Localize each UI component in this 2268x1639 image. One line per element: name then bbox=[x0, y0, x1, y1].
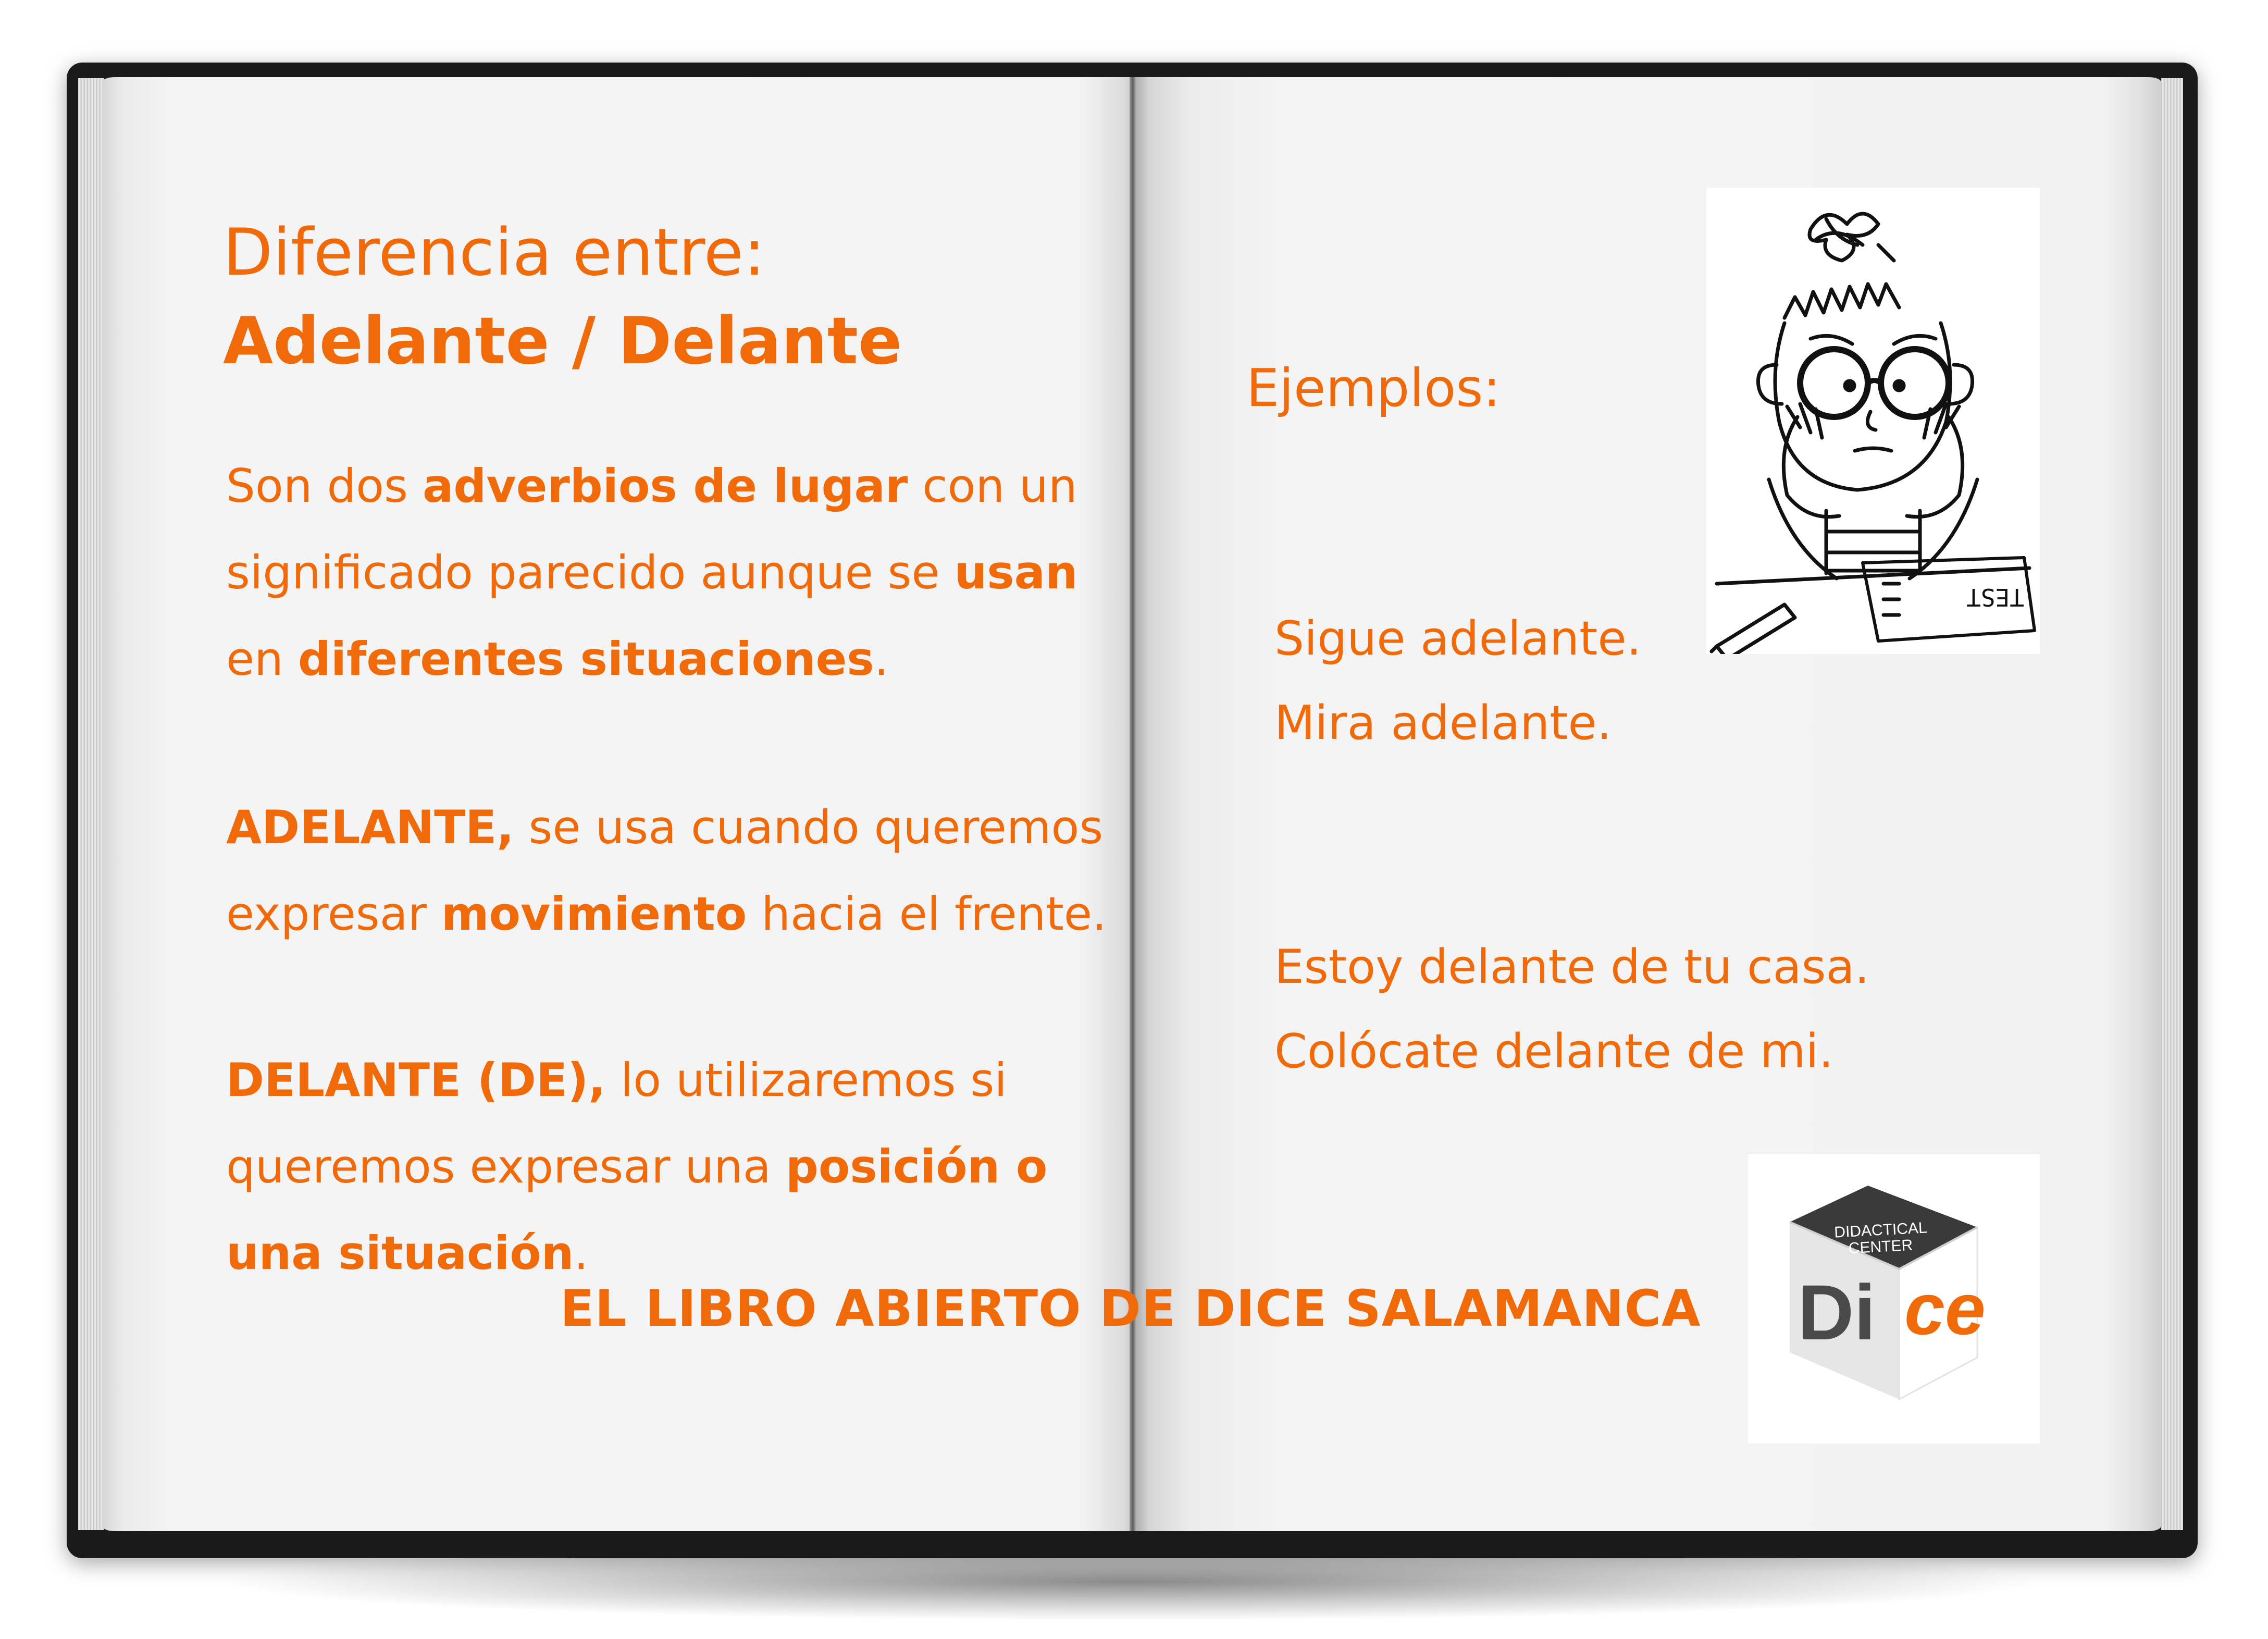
paragraph-adelante bbox=[226, 784, 1133, 957]
test-label: TEST bbox=[1966, 583, 2024, 611]
example-line: Estoy delante de tu casa. bbox=[1274, 940, 1870, 994]
p1-text-2: con un significado parecido aunque se bbox=[226, 459, 1077, 599]
page-edges-right bbox=[2161, 78, 2183, 1530]
example-line: Mira adelante. bbox=[1274, 696, 1612, 750]
p2-bold-2: movimiento bbox=[441, 887, 747, 941]
logo-top-text-1: DIDACTICAL bbox=[1833, 1219, 1928, 1241]
title-line-1: Diferencia entre: bbox=[223, 215, 765, 290]
p1-text-3: en bbox=[226, 632, 298, 686]
examples-heading: Ejemplos: bbox=[1246, 358, 1501, 418]
p3-bold-1: DELANTE (DE), bbox=[226, 1053, 606, 1107]
p2-text-1: se usa cuando queremos expresar bbox=[226, 800, 1104, 941]
dice-logo-icon bbox=[1748, 1154, 2040, 1444]
p3-text-1: lo utilizaremos si queremos expresar una bbox=[226, 1053, 1007, 1193]
p1-text-4: . bbox=[874, 632, 889, 686]
p3-text-2: . bbox=[574, 1226, 589, 1280]
cartoon-student-icon bbox=[1706, 188, 2040, 654]
p1-bold-2: usan bbox=[954, 546, 1078, 599]
example-line: Sigue adelante. bbox=[1274, 611, 1642, 666]
example-line: Colócate delante de mi. bbox=[1274, 1024, 1834, 1079]
page-edges-left bbox=[78, 78, 104, 1530]
logo-letters-di: Di bbox=[1798, 1268, 1876, 1356]
p1-text-1: Son dos bbox=[226, 459, 423, 513]
logo-top-text-2: CENTER bbox=[1848, 1236, 1913, 1258]
paragraph-intro bbox=[226, 443, 1133, 703]
p1-bold-1: adverbios de lugar bbox=[422, 459, 908, 513]
footer-title: EL LIBRO ABIERTO DE DICE SALAMANCA bbox=[560, 1279, 1701, 1338]
p1-bold-3: diferentes situaciones bbox=[298, 632, 874, 686]
examples-group-2 bbox=[1274, 925, 1869, 1094]
logo-letters-ce: ce bbox=[1904, 1268, 1986, 1350]
p2-bold-1: ADELANTE, bbox=[226, 800, 514, 854]
p3-bold-2: posición o una situación bbox=[226, 1140, 1048, 1280]
p2-text-2: hacia el frente. bbox=[747, 887, 1107, 941]
paragraph-delante bbox=[226, 1037, 1133, 1297]
title-line-2: Adelante / Delante bbox=[223, 304, 902, 379]
examples-group-1 bbox=[1274, 597, 1641, 766]
